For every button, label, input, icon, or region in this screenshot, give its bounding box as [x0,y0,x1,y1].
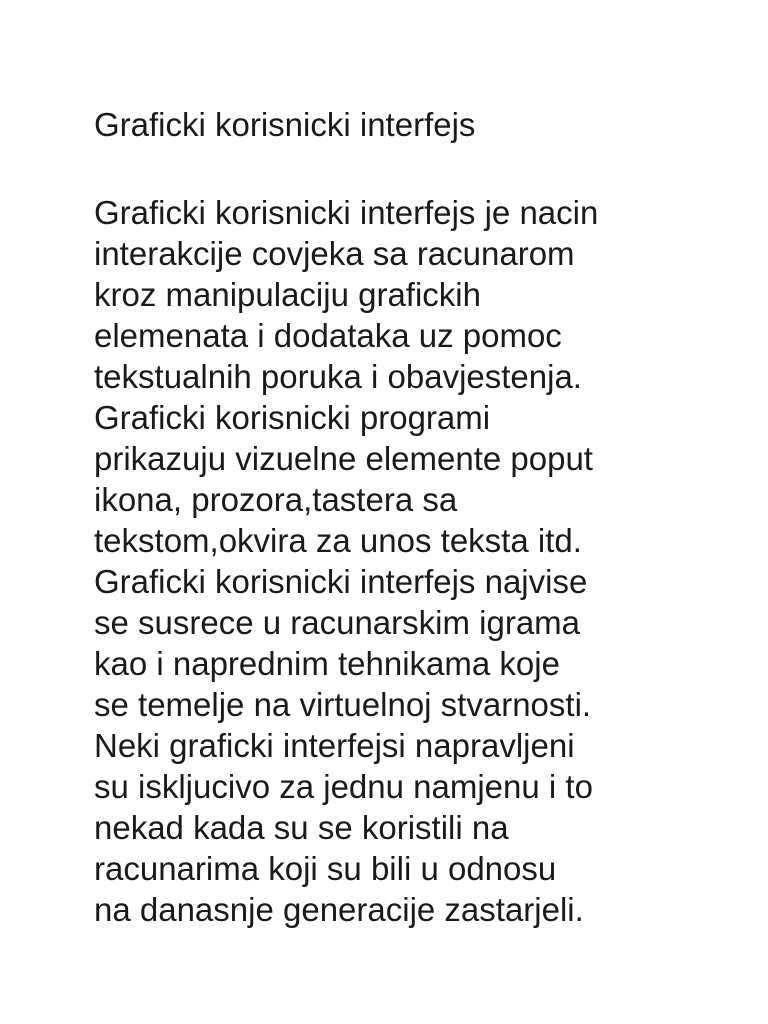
body-line: kao i naprednim tehnikama koje [94,645,560,682]
body-line: se temelje na virtuelnoj stvarnosti. [94,686,592,723]
body-line: su iskljucivo za jednu namjenu i to [94,768,593,805]
body-line: nekad kada su se koristili na [94,809,509,846]
document-title: Graficki korisnicki interfejs [94,106,476,143]
body-line: racunarima koji su bili u odnosu [94,850,557,887]
body-line: Graficki korisnicki programi [94,399,491,436]
body-line: interakcije covjeka sa racunarom [94,235,575,272]
body-line: prikazuju vizuelne elemente poput [94,440,593,477]
body-line: Graficki korisnicki interfejs je nacin [94,194,599,231]
document-body [94,192,598,930]
body-line: ikona, prozora,tastera sa [94,481,458,518]
body-line: se susrece u racunarskim igrama [94,604,581,641]
body-line: kroz manipulaciju grafickih [94,276,481,313]
body-line: elemenata i dodataka uz pomoc [94,317,562,354]
body-line: tekstom,okvira za unos teksta itd. [94,522,582,559]
body-line: tekstualnih poruka i obavjestenja. [94,358,582,395]
body-line: Graficki korisnicki interfejs najvise [94,563,588,600]
body-line: na danasnje generacije zastarjeli. [94,891,584,928]
body-line: Neki graficki interfejsi napravljeni [94,727,575,764]
